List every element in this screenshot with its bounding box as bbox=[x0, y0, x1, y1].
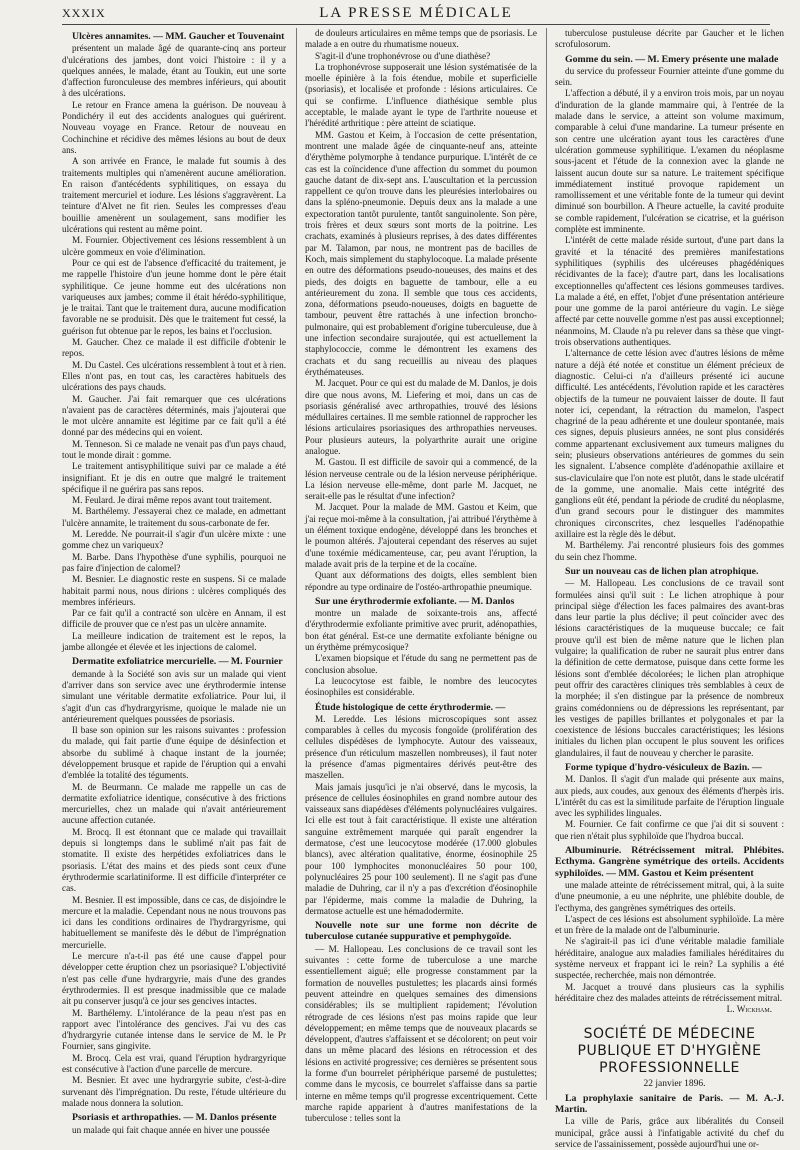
body-paragraph: M. Gastou. Il est difficile de savoir qui a commencé, de la lésion nerveuse centrale ou de la lésion nerveuse périphérique. La lésion nerveuse elle-même, dont parle M. Jacquet, ne serait-elle pas le résultat d'une infection? bbox=[305, 457, 537, 502]
body-paragraph: L'examen biopsique et l'étude du sang ne permettent pas de conclusion absolue. bbox=[305, 653, 537, 675]
column-right-top bbox=[555, 28, 784, 1004]
column-right-bottom bbox=[555, 1093, 784, 1150]
body-paragraph: de douleurs articulaires en même temps que de psoriasis. Le malade a en outre du rhumatisme noueux. bbox=[305, 28, 537, 50]
body-paragraph: M. Jacquet. Pour ce qui est du malade de M. Danlos, je dois dire que nous avons, M. Liefering et moi, dans un cas de psoriasis généralisé avec arthropathies, trouvé des lésions médullaires certaines. Il me semble rationnel de rapprocher les lésions articulaires psoriasiques des arthropathies nerveuses. Pour plusieurs auteurs, la polyarthrite aurait une origine analogue. bbox=[305, 378, 537, 456]
body-paragraph: M. Jacquet a trouvé dans plusieurs cas la syphilis héréditaire chez des malades atteints de rétrécissement mitral. bbox=[555, 981, 784, 1003]
body-paragraph: Le traitement antisyphilitique suivi par ce malade a été insignifiant. Et je dis en outre que malgré le traitement spécifique il ne guérira pas sans repos. bbox=[62, 461, 286, 494]
body-paragraph: L'alternance de cette lésion avec d'autres lésions de même nature a déjà été notée et constitue un élément précieux de diagnostic. Celui-ci n'a d'ailleurs présenté ici aucune difficulté. Les antécédents, l'évolution rapide et les caractères objectifs de la tumeur ne pouvaient laisser de doute. Il faut noter ici, cependant, la rétraction du mamelon, l'aspect chagriné de la peau adhérente et une douleur spontanée, mais ces signes, depuis plusieurs années, ne sont plus considérés comme appartenant exclusivement aux tumeurs malignes du sein; plusieurs observations antérieures de gommes du sein les signalent. L'absence complète d'adénopathie axillaire et sus-claviculaire que l'on note est plutôt, dans le stade ulcératif de la gomme, une anomalie. Mais cette intégrité des ganglions eût été, pendant la période de crudité du néoplasme, d'un grand secours pour le distinguer des mammites chroniques circonscrites, chez lesquelles l'adénopathie axillaire est la règle dès le début. bbox=[555, 348, 784, 540]
body-paragraph: La meilleure indication de traitement est le repos, la jambe allongée et élevée et les injections de calomel. bbox=[62, 630, 286, 653]
body-paragraph: M. Fournier. Objectivement ces lésions ressemblent à un ulcère gommeux en voie d'élimination. bbox=[62, 235, 286, 257]
society-section-date: 22 janvier 1896. bbox=[643, 1078, 706, 1089]
society-section-title: SOCIÉTÉ DE MÉDECINE PUBLIQUE ET D'HYGIÈNE PROFESSIONNELLE bbox=[577, 1025, 762, 1076]
body-paragraph: présentent un malade âgé de quarante-cinq ans porteur d'ulcérations des jambes, dont voici l'histoire : il y a quelques années, le malade, étant au Toukin, eut une sorte d'affection furonculeuse des membres inférieurs, qui aboutit à des ulcérations. bbox=[62, 43, 286, 99]
body-paragraph: un malade qui fait chaque année en hiver une poussée bbox=[72, 1124, 270, 1135]
section-heading: Psoriasis et arthropathies. — M. Danlos présente bbox=[72, 1112, 277, 1124]
section-heading: Étude histologique de cette érythrodermie. — bbox=[315, 701, 506, 713]
body-paragraph: A son arrivée en France, le malade fut soumis à des traitements multiples qui n'amenèrent aucune amélioration. En raison d'antécédents syphilitiques, on essaya du traitement mercuriel et iodure. Les lésions s'aggravèrent. La teinture d'Alvet ne fit rien. Seules les compresses d'eau bouillie amenèrent un soulagement, sans modifier les ulcérations qui restent au même point. bbox=[62, 156, 286, 235]
body-paragraph: M. Danlos. Il s'agit d'un malade qui présente aux mains, aux pieds, aux coudes, aux genoux des éléments d'herpès iris. L'intérêt du cas est la similitude parfaite de l'éruption linguale avec les syphilides linguales. bbox=[555, 774, 784, 819]
body-paragraph: M. Brocq. Il est étonnant que ce malade qui travaillait depuis si longtemps dans le sublimé n'ait pas fait de stomatite. Il existe des herpétides exfoliatrices dans le psoriasis. L'état des mains et des pieds sont ceux d'une érythrodermie scarlatiniforme. Il est difficile d'interpréter ce cas. bbox=[62, 826, 286, 894]
body-paragraph: M. Jacquet. Pour la malade de MM. Gastou et Keim, que j'ai reçue moi-même à la consultation, j'ai attribué l'érythème à un élément toxique endogène, développé dans les bronches et le poumon altérés. J'ajouterai cependant des réserves au sujet d'une toxémie médicamenteuse, car, peu avant l'éruption, la malade avait pris de la terpine et de la cocaïne. bbox=[305, 502, 537, 569]
body-paragraph: — M. Hallopeau. Les conclusions de ce travail sont formulées ainsi qu'il suit : Le lichen atrophique à pour principal siège d'élection les faces palmaires des avant-bras dans leur partie la plus déclive; il peut coïncider avec des lésions caractéristiques de la muqueuse buccale; ce fait prouve qu'il est bien de même nature que le lichen plan vulgaire; la qualification de ruber ne saurait plus entrer dans la définition de cette dermatose, puisque dans cette forme les lésions sont d'emblée décolorées; le lichen plan atrophique peut offrir des caractères cliniques très semblables à ceux de la morphée; il s'en distingue par la présence de nombreux grains comédonniens ou de dépressions les représentant, par les vestiges de papilles brillantes et polygonales et par la coexistence de lésions buccales caractéristiques; les lésions initiales du lichen plan occupent le plus souvent les orifices glandulaires, il faut de nouveau y chercher le parasite. bbox=[555, 578, 784, 758]
body-paragraph: M. de Beurmann. Ce malade me rappelle un cas de dermatite exfoliatrice identique, consécutive à des frictions mercurielles, chez un malade qui n'avait antérieurement aucune affection cutanée. bbox=[62, 781, 286, 826]
column-right bbox=[555, 28, 784, 1150]
section-heading: Nouvelle note sur une forme non décrite de tuberculose cutanée suppurative et pemphygoïde. bbox=[305, 920, 537, 943]
body-paragraph: M. Barthélemy. L'intolérance de la peau n'est pas en rapport avec l'intolérance des gencives. J'ai vu des cas d'hydrargyrie cutanée intense dans le service de M. le Pr Fournier, sans gingivite. bbox=[62, 1007, 286, 1052]
page-header bbox=[62, 4, 770, 25]
body-paragraph: M. Besnier. Il est impossible, dans ce cas, de disjoindre le mercure et la maladie. Cependant nous ne nous trouvons pas ici dans les conditions ordinaires de l'hydrargyrisme, qui habituellement se manifeste dès le début de l'imprégnation mercurielle. bbox=[62, 894, 286, 950]
body-paragraph: une malade atteinte de rétrécissement mitral, qui, à la suite d'une pneumonie, a eu une néphrite, une phlébite double, de l'ecthyma, des gangrènes symétriques des orteils. bbox=[555, 879, 784, 913]
column-middle bbox=[305, 28, 537, 1124]
body-paragraph: Le retour en France amena la guérison. De nouveau à Pondichéry il eut des accidents analogues qui guérirent. Nouveau voyage en France. Retour de nouveau en Cochinchine et récidive des mêmes lésions au bout de deux ans. bbox=[62, 99, 286, 155]
body-paragraph: M. Barthélemy. J'ai rencontré plusieurs fois des gommes du sein chez l'homme. bbox=[555, 540, 784, 562]
body-paragraph: M. Feulard. Je dirai même repos avant tout traitement. bbox=[72, 495, 272, 506]
section-heading: Forme typique d'hydro-vésiculeux de Bazin. — bbox=[565, 762, 762, 773]
body-paragraph: Le mercure n'a-t-il pas été une cause d'appel pour développer cette éruption chez un psoriasique? L'objectivité n'est pas celle d'une hydrargyrie, mais d'une des grandes érythrodermies. Il est presque inadmissible que ce malade ait pu conserver jusqu'à ce jour ses gencives intactes. bbox=[62, 951, 286, 1007]
section-heading: Albuminurie. Rétrécissement mitral. Phlébites. Ecthyma. Gangrène symétrique des orteils. Accidents syphiloïdes. — MM. Gastou et Keim présentent bbox=[555, 845, 784, 879]
body-paragraph: M. Du Castel. Ces ulcérations ressemblent à tout et à rien. Elles n'ont pas, en tout cas, les caractères habituels des ulcérations des pays chauds. bbox=[62, 359, 286, 393]
column-rule bbox=[546, 28, 547, 1100]
body-paragraph: M. Gaucher. J'ai fait remarquer que ces ulcérations n'avaient pas de caractères déterminés, mais j'ajouterai que le mot ulcère annamite est légitime par ce fait qu'il a été donné par des médecins qui en voient. bbox=[62, 393, 286, 438]
body-paragraph: La trophonévrose supposerait une lésion systématisée de la moelle épinière à la fois étendue, mobile et superficielle (psoriasis), et localisée et profonde : lésions articulaires. Ce qui se confirme. L'influence diathésique semble plus acceptable, le malade ayant le type de l'arthrite noueuse et l'hérédité arthritique : père atteint de sciatique. bbox=[305, 61, 537, 129]
section-heading: Ulcères annamites. — MM. Gaucher et Touvenaint bbox=[72, 31, 285, 42]
body-paragraph: M. Fournier. Ce fait confirme ce que j'ai dit si souvent : que rien n'était plus syphiloïde que l'hydroa buccal. bbox=[555, 819, 784, 841]
body-paragraph: L'affection a débuté, il y a environ trois mois, par un noyau d'induration de la glande mammaire qui, à l'entrée de la malade dans le service, a atteint son volume maximum, comparable à celui d'une mandarine. La tumeur présente en son centre une ulcération ayant tous les caractères d'une ulcération gommeuse syphilitique. L'examen du néoplasme sous-jacent et l'étude de la connexion avec la glande ne laissent aucun doute sur sa nature. Le traitement spécifique immédiatement institué provoque rapidement un ramollissement et une véritable fonte de la tumeur qui devint diminué son bourbillon. A l'heure actuelle, la cavité produite se comble rapidement, l'ulcération se cicatrise, et la guérison complète est imminente. bbox=[555, 88, 784, 235]
body-paragraph: S'agit-il d'une trophonévrose ou d'une diathèse? bbox=[315, 50, 491, 61]
body-paragraph: La ville de Paris, grâce aux libéralités du Conseil municipal, grâce aussi à l'infatigable activité du chef du service de l'assainissement, possède aujourd'hui une or- bbox=[555, 1116, 784, 1150]
body-paragraph: MM. Gastou et Keim, à l'occasion de cette présentation, montrent une malade âgée de cinquante-neuf ans, atteinte d'érythème polymorphe à tendance purpurique. L'intérêt de ce cas est la coïncidence d'une affection du sommet du poumon gauche datant de dix-sept ans. L'auscultation et la percussion rappellent ce qu'on trouve dans les pleurésies interlobaires ou dans la spléno-pneumonie. Depuis deux ans la malade a une expectoration tantôt purulente, tantôt sanguinolente. Son père, trois frères et deux sœurs sont morts de la poitrine. Les crachats, examinés à plusieurs reprises, à des dates différentes par M. Talamon, par nous, ne montrent pas de bacilles de Koch, mais simplement du staphylocoque. La malade présente en outre des déformations pseudo-noueuses, des mains et des pieds, des doigts en baguette de tambour, elle a eu antérieurement du zona. Il semble que tous ces accidents, zona, déformations pseudo-noueuses, doigts en baguette de tambour, peuvent être rattachés à une infection broncho-pulmonaire, qui est probablement d'origine tuberculeuse, due à une infection secondaire surajoutée, qui est actuellement la staphylococcie, comme le démontrent les examens des crachats et du sang recueillis au niveau des plaques érythémateuses. bbox=[305, 129, 537, 377]
body-paragraph: Ne s'agirait-il pas ici d'une véritable maladie familiale héréditaire, analogue aux maladies familiales héréditaires du système nerveux et frappant ici le rein? La syphilis a été suspectée, recherchée, mais non démontrée. bbox=[555, 936, 784, 981]
body-paragraph: M. Besnier. Et avec une hydrargyrie subite, c'est-à-dire survenant dès l'imprégnation. Du reste, l'étude ultérieure du malade nous donnera la solution. bbox=[62, 1075, 286, 1108]
column-left bbox=[62, 28, 286, 1135]
body-paragraph: du service du professeur Fournier atteinte d'une gomme du sein. bbox=[555, 65, 784, 88]
author-signature: L. Wickham. bbox=[726, 1004, 772, 1015]
body-paragraph: M. Tenneson. Si ce malade ne venait pas d'un pays chaud, tout le monde dirait : gomme. bbox=[62, 438, 286, 460]
body-paragraph: demande à la Société son avis sur un malade qui vient d'arriver dans son service avec une érythrodermie intense simulant une véritable dermatite exfoliatrice. Pour lui, il s'agit d'un cas d'hydrargyrisme, quoique le malade nie un antérieurement quelques poussées de psoriasis. bbox=[62, 668, 286, 724]
body-paragraph: Quant aux déformations des doigts, elles semblent bien répondre au type ordinaire de l'ostéo-arthropathie pneumique. bbox=[305, 570, 537, 592]
section-heading: Sur une érythrodermie exfoliante. — M. Danlos bbox=[315, 595, 515, 607]
body-paragraph: tuberculose pustuleuse décrite par Gaucher et le lichen scrofulosorum. bbox=[555, 28, 784, 50]
body-paragraph: L'aspect de ces lésions est absolument syphiloïde. La mère et un frère de la malade ont de l'albuminurie. bbox=[555, 913, 784, 936]
section-heading: Gomme du sein. — M. Emery présente une malade bbox=[565, 53, 779, 65]
section-heading: Sur un nouveau cas de lichen plan atrophique. bbox=[565, 565, 759, 577]
body-paragraph: L'intérêt de cette malade réside surtout, d'une part dans la gravité et la ténacité des premières manifestations syphilitiques (syphilis des ulcéreuses phagédéniques récidivantes de la face); d'autre part, dans les localisations exceptionnelles qu'affectent ces lésions gommeuses tardives. La malade a été, en effet, l'objet d'une présentation antérieure pour une gomme de la paroi antérieure du vagin. Le siège affecté par cette nouvelle gomme n'est pas aussi exceptionnel; néanmoins, M. Claude n'a pu relever dans sa thèse que vingt-trois observations authentiques. bbox=[555, 235, 784, 348]
column-rule bbox=[296, 28, 297, 1100]
body-paragraph: Mais jamais jusqu'ici je n'ai observé, dans le mycosis, la présence de cellules éosinophiles en grand nombre autour des vaisseaux sans diapédèses d'éléments polynucléaires vulgaires. Ici elle est tout à fait caractéristique. Il existe une altération sanguine extrêmement marquée qui paraît engendrer la dermatose, c'est une leucocytose modérée (17.000 globules blancs), avec altération qualitative, énorme, éosinophile 25 pour 100 lymphocites mononucléaires 50 pour 100, polynucléaires 25 pour 100 seulement). Il ne s'agit pas d'une maladie de Duhring, car il n'y a pas d'excrétion d'éosinophile par l'épiderme, mais comme la maladie de Duhring, la dermatose actuelle est une hémadodermite. bbox=[305, 781, 537, 916]
body-paragraph: M. Gaucher. Chez ce malade il est difficile d'obtenir le repos. bbox=[62, 337, 286, 359]
body-paragraph: montre un malade de soixante-trois ans, affecté d'érythrodermie exfoliante primitive avec prurit, adénopathies, bon état général. Est-ce une dermatite exfoliante bénigne ou un érythème prémycosique? bbox=[305, 608, 537, 653]
body-paragraph: — M. Hallopeau. Les conclusions de ce travail sont les suivantes : cette forme de tuberculose a une marche essentiellement aiguë; elle progresse constamment par la formation de nouvelles pustulettes; les placards ainsi formés peuvent atteindre en quelques semaines des dimensions considérables; ils se multiplient rapidement; l'évolution rétrograde de ces lésions n'est pas moins rapide que leur développement; en même temps que de nouveaux placards se développent, d'autres s'affaissent et se décolorent; on peut voir dans un même placard des lésions en rétrocession et des lésions en activité progressive; ces dernières se présentent sous la forme d'un bourrelet périphérique parsemé de pustulettes; comme dans le mycosis, ce bourrelet s'affaisse dans sa partie interne en même temps qu'il progresse excentriquement. Cette marche rapide apparient à d'autres manifestations de la tuberculose : telles sont la bbox=[305, 943, 537, 1124]
body-paragraph: La leucocytose est faible, le nombre des leucocytes éosinophiles est considérable. bbox=[305, 675, 537, 698]
section-heading: La prophylaxie sanitaire de Paris. — M. A.-J. Martin. bbox=[555, 1092, 784, 1116]
section-heading: Dermatite exfoliatrice mercurielle. — M. Fournier bbox=[72, 656, 283, 668]
body-paragraph: M. Leredde. Les lésions microscopiques sont assez comparables à celles du mycosis fongoïde (prolifération des cellules dispédèses de lymphocyte. Autour des vaisseaux, présence d'un réticulum maszellen nombreuses), il faut noter la présence d'amas pigmentaires dérivés peut-être des maszellen. bbox=[305, 713, 537, 781]
body-paragraph: Pour ce qui est de l'absence d'efficacité du traitement, je me rappelle l'histoire d'un jeune homme dont le père était syphilitique. Ce jeune homme eut des ulcérations non variqueuses aux jambes; comme il était hérédo-syphilitique, je le traitai. Tant que le traitement dura, aucune modification favorable ne se produisit. Dès que le traitement fut cessé, la guérison fut obtenue par le repos, les bains et l'occlusion. bbox=[62, 257, 286, 336]
body-paragraph: M. Barthélemy. J'essayerai chez ce malade, en admettant l'ulcère annamite, le traitement du sous-carbonate de fer. bbox=[62, 506, 286, 528]
body-paragraph: M. Brocq. Cela est vrai, quand l'éruption hydrargyrique est consécutive à l'action d'une parcelle de mercure. bbox=[62, 1052, 286, 1075]
body-paragraph: M. Besnier. Le diagnostic reste en suspens. Si ce malade habitait parmi nous, nous dirions : ulcères compliqués des membres inférieurs. bbox=[62, 574, 286, 607]
running-title: LA PRESSE MÉDICALE bbox=[319, 5, 513, 21]
body-paragraph: Par ce fait qu'il a contracté son ulcère en Annam, il est difficile de prouver que ce n'est pas un ulcère annamite. bbox=[62, 608, 286, 630]
body-paragraph: M. Leredde. Ne pourrait-il s'agir d'un ulcère mixte : une gomme chez un variqueux? bbox=[62, 529, 286, 551]
page-folio: XXXIX bbox=[62, 6, 106, 20]
body-paragraph: Il base son opinion sur les raisons suivantes : profession du malade, qui fait partie d'une équipe de désinfection et absorbe du sublimé à chaque instant de la journée; développement brusque et rapide de l'éruption qui a envahi d'emblée la totalité des téguments. bbox=[62, 725, 286, 781]
body-paragraph: M. Barbe. Dans l'hypothèse d'une syphilis, pourquoi ne pas faire d'injection de calomel? bbox=[62, 551, 286, 573]
